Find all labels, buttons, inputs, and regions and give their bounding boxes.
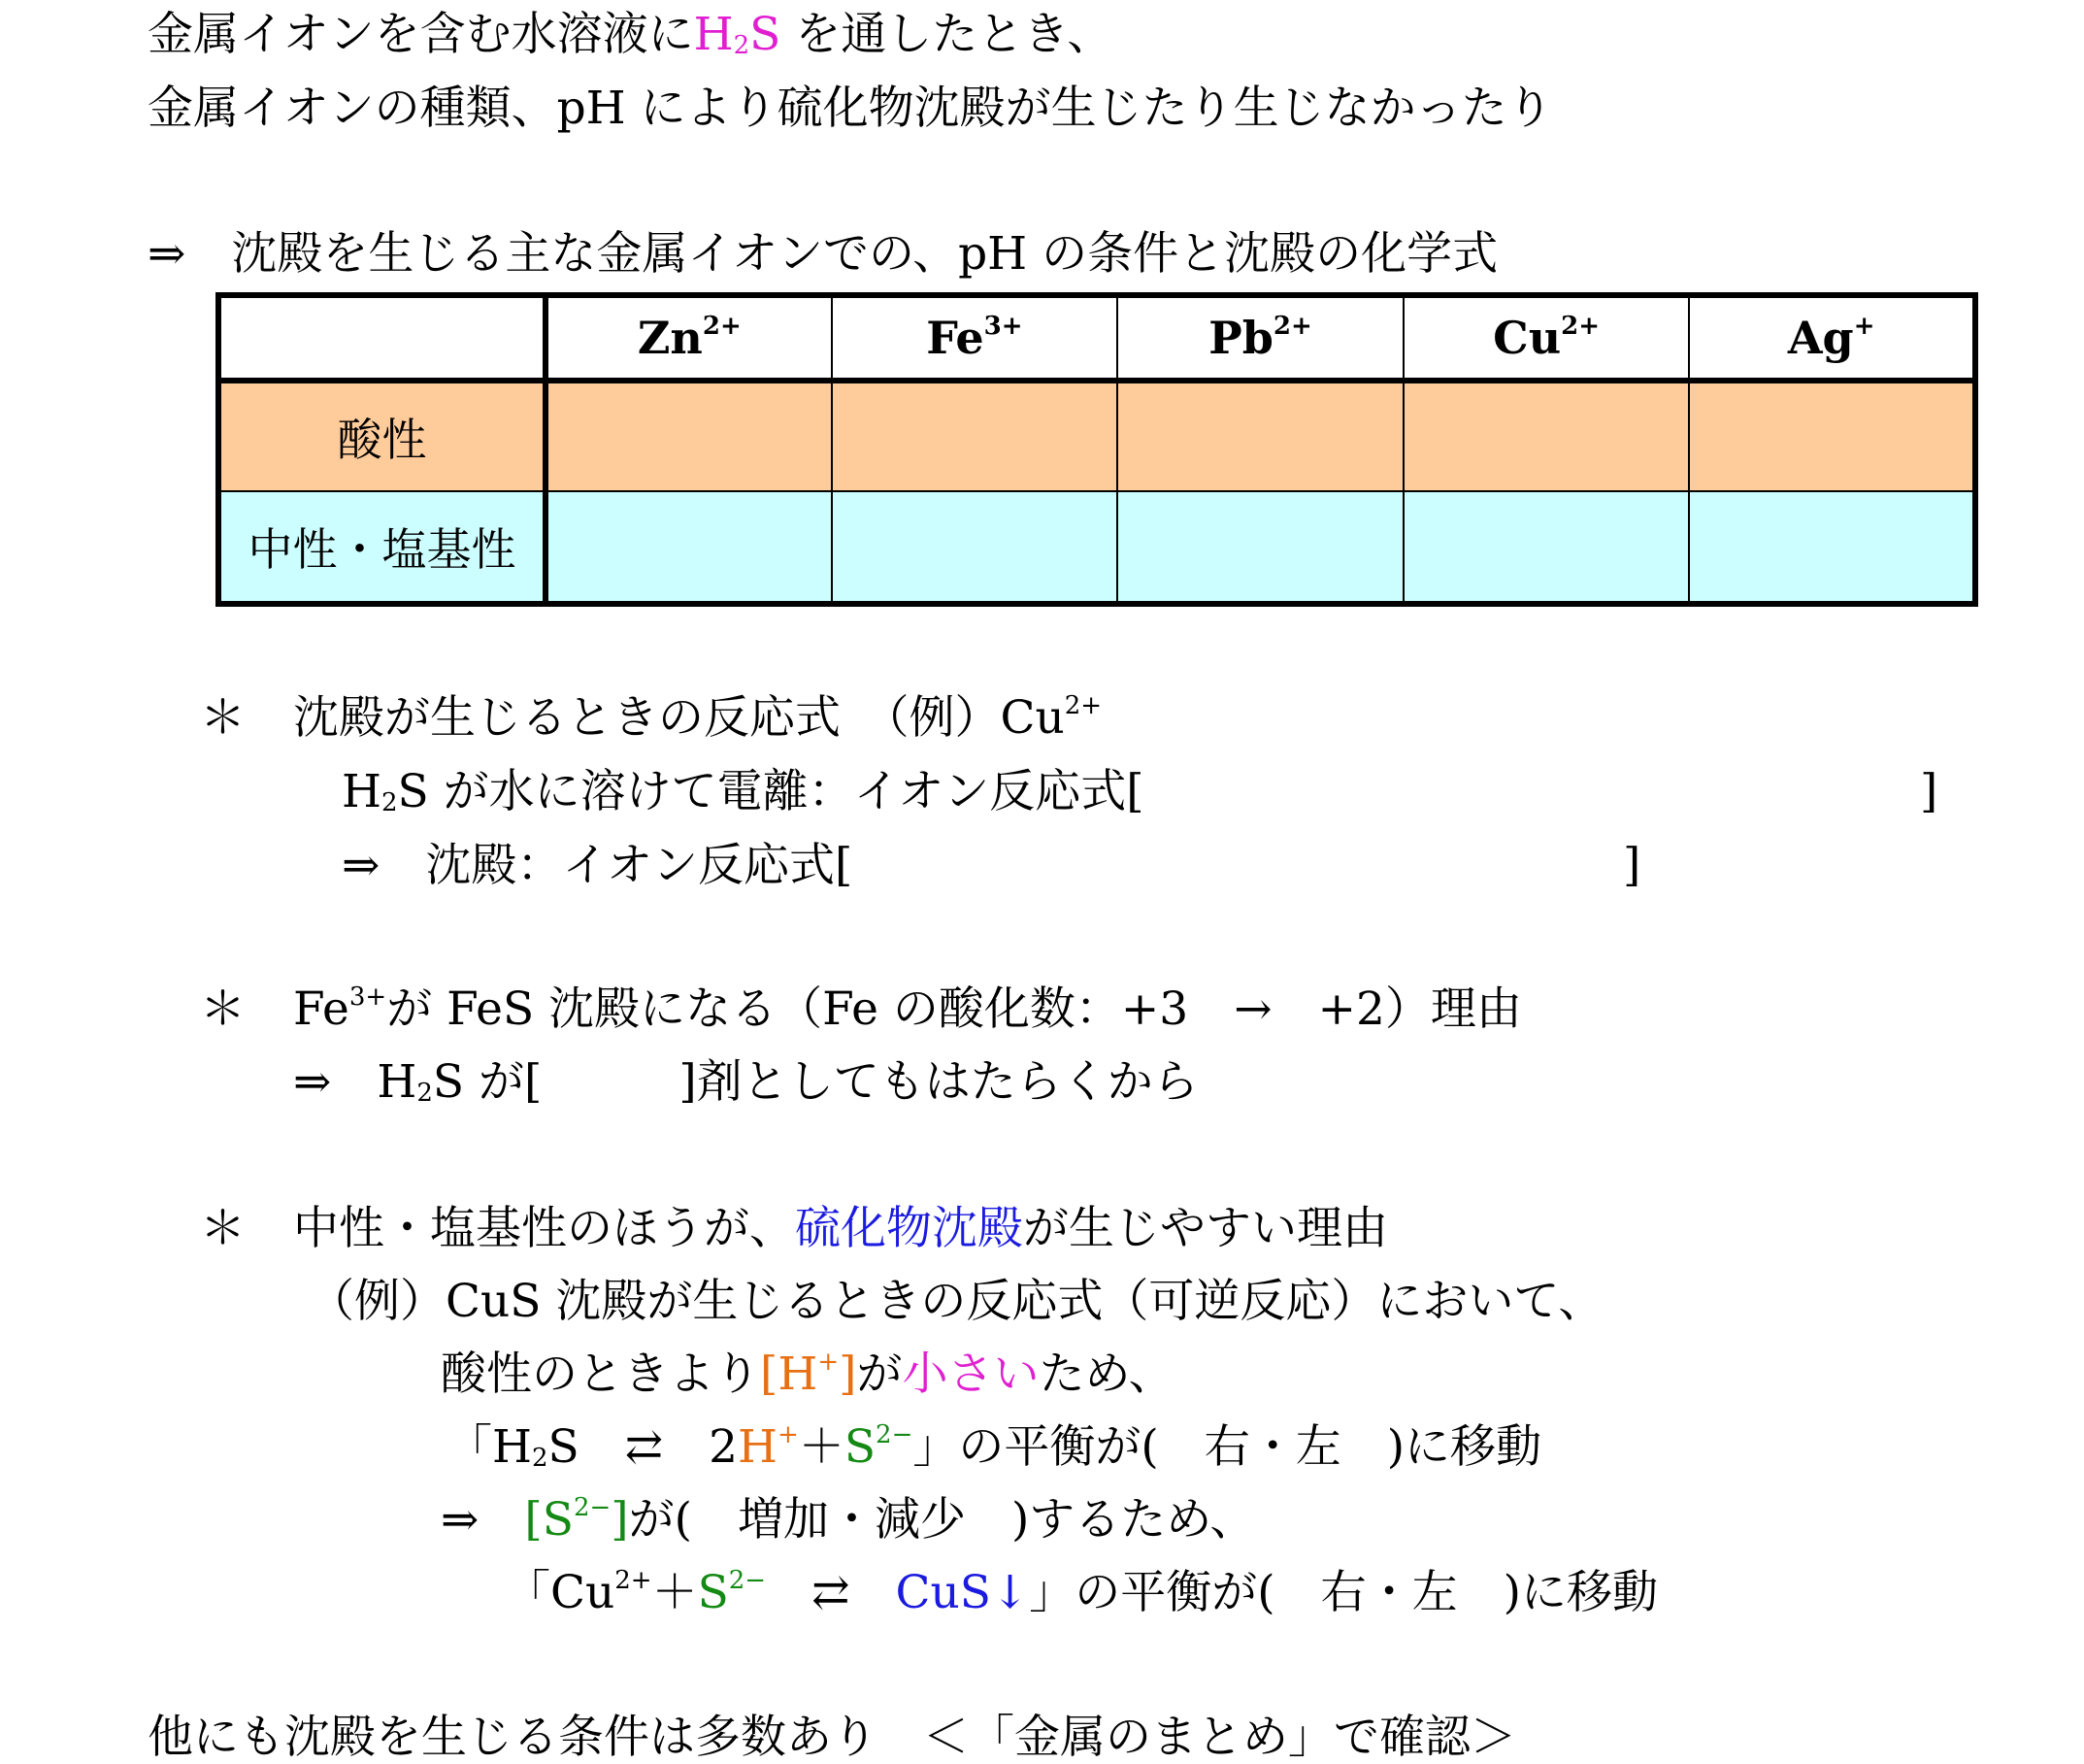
h2s-formula: $H_2S$ <box>693 8 781 61</box>
footer-note: 他にも沈殿を生じる条件は多数あり ＜「金属のまとめ」で確認＞ <box>148 1711 1516 1764</box>
intro-line-1 <box>148 8 1113 61</box>
answer-cell[interactable] <box>546 491 832 604</box>
section3-line-4: 「$H_2S$ ⇄ $2H^++S^{2-}$」の平衡が( 右・左 )に移動 <box>447 1420 1542 1474</box>
answer-cell[interactable] <box>546 381 832 491</box>
answer-cell[interactable] <box>832 491 1118 604</box>
answer-cell[interactable] <box>1404 381 1690 491</box>
section3-line-3: 酸性のときより[H+]が小さいため、 <box>441 1348 1174 1401</box>
ion-header-fe: $Fe^{3+}$ <box>832 295 1118 381</box>
section2-line-2: ⇒ $H_2S$ が[ ]剤としてもはたらくから <box>293 1055 1199 1109</box>
section2-star: ＊ <box>200 982 246 1036</box>
section1-star: ＊ <box>200 691 246 745</box>
answer-cell[interactable] <box>1117 491 1404 604</box>
answer-cell[interactable] <box>1117 381 1404 491</box>
section3-line-6: 「$Cu^{2+}+S^{2-}$ ⇄ CuS↓」の平衡が( 右・左 )に移動 <box>505 1566 1658 1619</box>
section2-line-1: $Fe^{3+}$が FeS 沈殿になる（Fe の酸化数：+3 → +2）理由 <box>293 982 1522 1036</box>
ion-header-cu: $Cu^{2+}$ <box>1404 295 1690 381</box>
intro-line-2: 金属イオンの種類、pH により硫化物沈殿が生じたり生じなかったり <box>148 82 1553 135</box>
intro-text-post: を通したとき、 <box>780 8 1113 61</box>
section1-bracket-close-1: ] <box>1920 765 1938 818</box>
ion-header-ag: Ag+ <box>1689 295 1975 381</box>
section3-line-1: 中性・塩基性のほうが、硫化物沈殿が生じやすい理由 <box>293 1202 1388 1255</box>
answer-cell[interactable] <box>1689 381 1975 491</box>
table-header-row <box>218 295 1975 381</box>
answer-cell[interactable] <box>1689 491 1975 604</box>
answer-cell[interactable] <box>1404 491 1690 604</box>
section3-star: ＊ <box>200 1202 246 1255</box>
neutral-basic-row <box>218 491 1975 604</box>
section1-title: 沈殿が生じるときの反応式 （例）$Cu^{2+}$ <box>293 691 1103 745</box>
table-heading: ⇒ 沈殿を生じる主な金属イオンでの、pH の条件と沈殿の化学式 <box>148 227 1499 281</box>
acidic-row <box>218 381 1975 491</box>
section3-line-2: （例）CuS 沈殿が生じるときの反応式（可逆反応）において、 <box>309 1275 1604 1328</box>
ion-header-pb: $Pb^{2+}$ <box>1117 295 1404 381</box>
section1-line-2: $H_2S$ が水に溶けて電離：イオン反応式[ <box>342 765 1144 818</box>
precipitate-table <box>215 292 1978 607</box>
intro-text: 金属イオンを含む水溶液に <box>148 8 694 61</box>
table-corner-cell <box>218 295 546 381</box>
row-label-neutral-basic: 中性・塩基性 <box>218 491 546 604</box>
section3-line-5: ⇒ $[S^{2-}]$が( 増加・減少 )するため、 <box>441 1493 1256 1547</box>
section1-bracket-close-2: ] <box>1623 839 1641 892</box>
section1-line-3: ⇒ 沈殿：イオン反応式[ <box>342 839 853 892</box>
ion-header-zn: $Zn^{2+}$ <box>546 295 832 381</box>
row-label-acidic: 酸性 <box>218 381 546 491</box>
answer-cell[interactable] <box>832 381 1118 491</box>
